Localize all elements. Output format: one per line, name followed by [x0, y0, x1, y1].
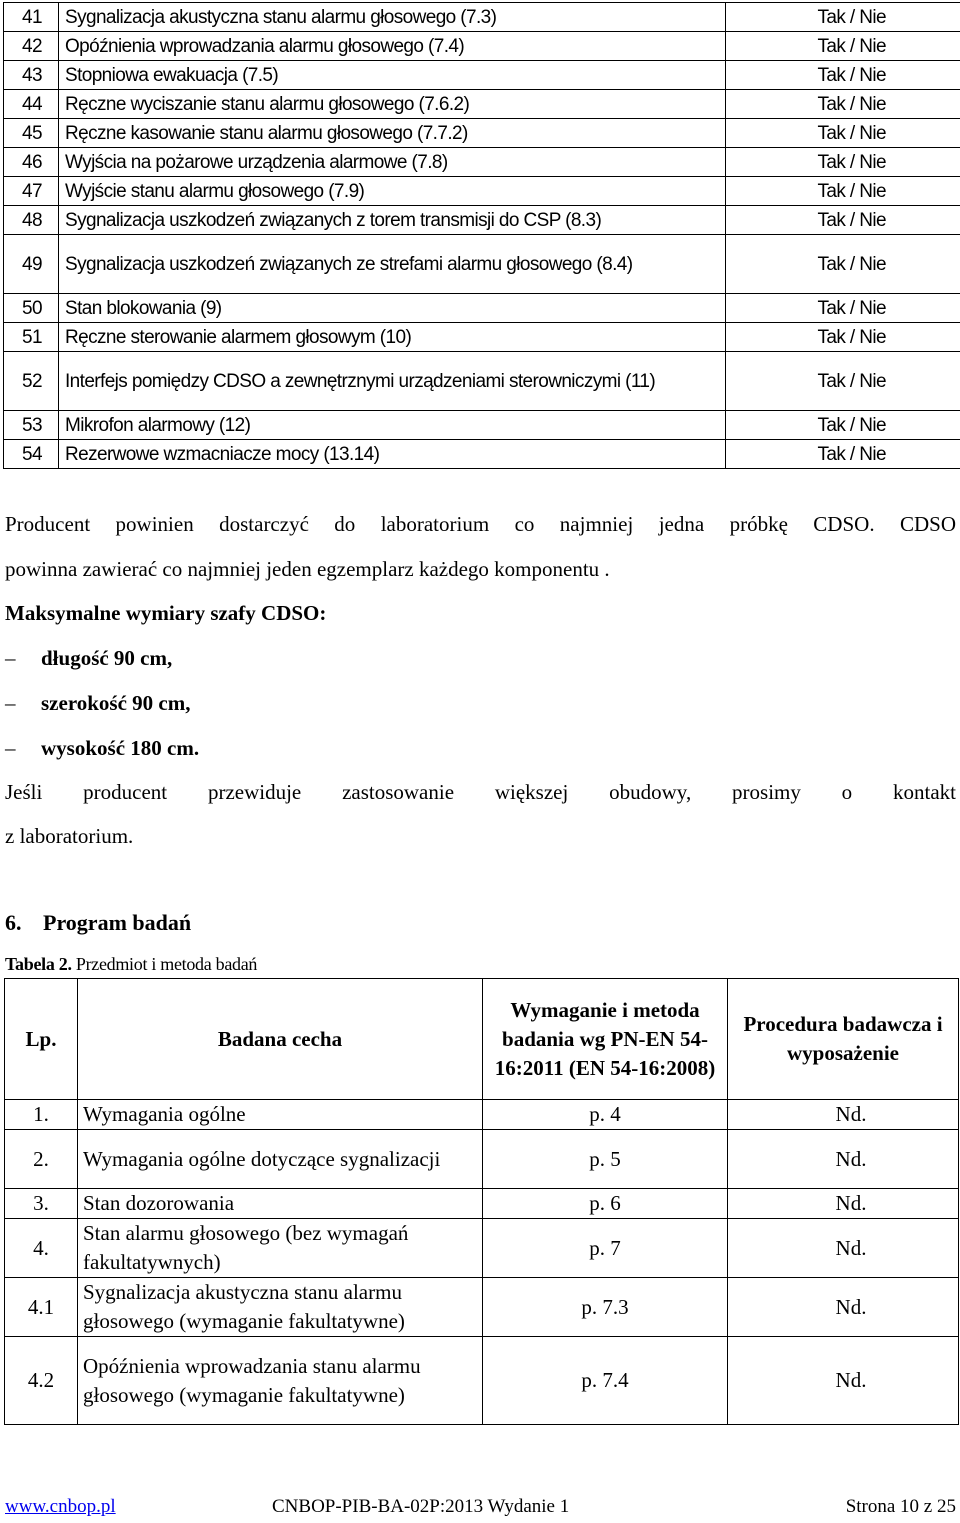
paragraph-line: z laboratorium. — [5, 824, 134, 848]
table-row — [4, 294, 960, 323]
row-feature: Stan alarmu głosowego (bez wymagań fakultatywnych) — [78, 1219, 483, 1278]
row-lp: 1. — [5, 1100, 78, 1130]
table-row — [5, 1130, 959, 1189]
row-description: Ręczne wyciszanie stanu alarmu głosowego (7.6.2) — [59, 90, 726, 119]
table-row — [4, 119, 960, 148]
dash-bullet: – — [5, 736, 16, 760]
dash-bullet: – — [5, 646, 16, 670]
table-row — [4, 3, 960, 32]
row-value: Tak / Nie — [726, 411, 960, 440]
row-description: Sygnalizacja uszkodzeń związanych ze strefami alarmu głosowego (8.4) — [59, 235, 726, 294]
row-description: Stan blokowania (9) — [59, 294, 726, 323]
table-row — [4, 32, 960, 61]
row-number: 53 — [4, 411, 59, 440]
row-number: 43 — [4, 61, 59, 90]
table-row — [4, 411, 960, 440]
row-procedure: Nd. — [728, 1130, 959, 1189]
row-feature: Wymagania ogólne dotyczące sygnalizacji — [78, 1130, 483, 1189]
table-row — [4, 352, 960, 411]
paragraph-line: Producent powinien dostarczyć do laboratorium co najmniej jedna próbkę CDSO. CDSO — [5, 512, 956, 536]
row-value: Tak / Nie — [726, 177, 960, 206]
list-item-text: długość 90 cm, — [41, 646, 173, 670]
row-requirement: p. 6 — [483, 1189, 728, 1219]
row-lp: 2. — [5, 1130, 78, 1189]
row-lp: 3. — [5, 1189, 78, 1219]
section-heading — [5, 910, 191, 936]
row-value: Tak / Nie — [726, 235, 960, 294]
list-item — [5, 646, 172, 671]
row-number: 51 — [4, 323, 59, 352]
row-value: Tak / Nie — [726, 323, 960, 352]
row-feature: Stan dozorowania — [78, 1189, 483, 1219]
row-number: 42 — [4, 32, 59, 61]
section-number: 6. — [5, 910, 22, 935]
row-value: Tak / Nie — [726, 294, 960, 323]
row-lp: 4. — [5, 1219, 78, 1278]
row-value: Tak / Nie — [726, 119, 960, 148]
row-value: Tak / Nie — [726, 352, 960, 411]
row-lp: 4.1 — [5, 1278, 78, 1337]
row-value: Tak / Nie — [726, 206, 960, 235]
table-row — [4, 235, 960, 294]
row-number: 48 — [4, 206, 59, 235]
table-row — [5, 1189, 959, 1219]
table-row — [4, 90, 960, 119]
row-number: 52 — [4, 352, 59, 411]
table-row — [5, 1278, 959, 1337]
table-row — [4, 177, 960, 206]
paragraph-line: Jeśli producent przewiduje zastosowanie większej obudowy, prosimy o kontakt — [5, 780, 956, 804]
list-item — [5, 736, 199, 761]
row-value: Tak / Nie — [726, 32, 960, 61]
list-item — [5, 691, 191, 716]
row-requirement: p. 7.4 — [483, 1337, 728, 1425]
row-value: Tak / Nie — [726, 440, 960, 469]
header-feature: Badana cecha — [78, 979, 483, 1100]
row-value: Tak / Nie — [726, 61, 960, 90]
table-row — [4, 61, 960, 90]
row-description: Wyjścia na pożarowe urządzenia alarmowe (7.8) — [59, 148, 726, 177]
list-item-text: wysokość 180 cm. — [41, 736, 200, 760]
row-procedure: Nd. — [728, 1189, 959, 1219]
row-value: Tak / Nie — [726, 148, 960, 177]
row-description: Stopniowa ewakuacja (7.5) — [59, 61, 726, 90]
website-link[interactable]: www.cnbop.pl — [5, 1496, 116, 1517]
row-procedure: Nd. — [728, 1337, 959, 1425]
row-number: 54 — [4, 440, 59, 469]
row-feature: Sygnalizacja akustyczna stanu alarmu głosowego (wymaganie fakultatywne) — [78, 1278, 483, 1337]
row-description: Ręczne sterowanie alarmem głosowym (10) — [59, 323, 726, 352]
row-number: 45 — [4, 119, 59, 148]
section-title: Program badań — [43, 910, 192, 935]
row-description: Sygnalizacja uszkodzeń związanych z torem transmisji do CSP (8.3) — [59, 206, 726, 235]
row-procedure: Nd. — [728, 1278, 959, 1337]
row-number: 49 — [4, 235, 59, 294]
caption-text: Przedmiot i metoda badań — [71, 954, 258, 974]
row-requirement: p. 7 — [483, 1219, 728, 1278]
row-description: Rezerwowe wzmacniacze mocy (13.14) — [59, 440, 726, 469]
table-row — [4, 323, 960, 352]
paragraph-line: powinna zawierać co najmniej jeden egzemplarz każdego komponentu . — [5, 557, 610, 581]
row-description: Ręczne kasowanie stanu alarmu głosowego (7.7.2) — [59, 119, 726, 148]
table-row — [4, 206, 960, 235]
row-description: Sygnalizacja akustyczna stanu alarmu głosowego (7.3) — [59, 3, 726, 32]
table-row — [5, 1337, 959, 1425]
row-description: Interfejs pomiędzy CDSO a zewnętrznymi urządzeniami sterowniczymi (11) — [59, 352, 726, 411]
row-description: Wyjście stanu alarmu głosowego (7.9) — [59, 177, 726, 206]
table-row — [5, 1100, 959, 1130]
row-feature: Wymagania ogólne — [78, 1100, 483, 1130]
row-feature: Opóźnienia wprowadzania stanu alarmu głosowego (wymaganie fakultatywne) — [78, 1337, 483, 1425]
document-id: CNBOP-PIB-BA-02P:2013 Wydanie 1 — [272, 1496, 570, 1517]
row-number: 47 — [4, 177, 59, 206]
row-procedure: Nd. — [728, 1219, 959, 1278]
caption-label: Tabela 2. — [5, 954, 72, 974]
header-lp: Lp. — [5, 979, 78, 1100]
table-row — [4, 148, 960, 177]
dash-bullet: – — [5, 691, 16, 715]
options-table — [3, 2, 960, 469]
row-requirement: p. 5 — [483, 1130, 728, 1189]
row-requirement: p. 7.3 — [483, 1278, 728, 1337]
dimensions-title: Maksymalne wymiary szafy CDSO: — [5, 601, 327, 625]
row-requirement: p. 4 — [483, 1100, 728, 1130]
page-footer — [5, 1496, 956, 1520]
row-description: Mikrofon alarmowy (12) — [59, 411, 726, 440]
table-header-row — [5, 979, 959, 1100]
page-number: Strona 10 z 25 — [845, 1496, 956, 1517]
row-number: 46 — [4, 148, 59, 177]
row-number: 44 — [4, 90, 59, 119]
row-value: Tak / Nie — [726, 3, 960, 32]
table-row — [4, 440, 960, 469]
test-program-table — [4, 978, 959, 1425]
row-lp: 4.2 — [5, 1337, 78, 1425]
list-item-text: szerokość 90 cm, — [41, 691, 191, 715]
header-procedure: Procedura badawcza i wyposażenie — [728, 979, 959, 1100]
row-number: 41 — [4, 3, 59, 32]
table-row — [5, 1219, 959, 1278]
table-caption — [5, 954, 257, 975]
row-value: Tak / Nie — [726, 90, 960, 119]
header-requirement: Wymaganie i metoda badania wg PN-EN 54-16:2011 (EN 54-16:2008) — [483, 979, 728, 1100]
row-procedure: Nd. — [728, 1100, 959, 1130]
row-number: 50 — [4, 294, 59, 323]
row-description: Opóźnienia wprowadzania alarmu głosowego (7.4) — [59, 32, 726, 61]
